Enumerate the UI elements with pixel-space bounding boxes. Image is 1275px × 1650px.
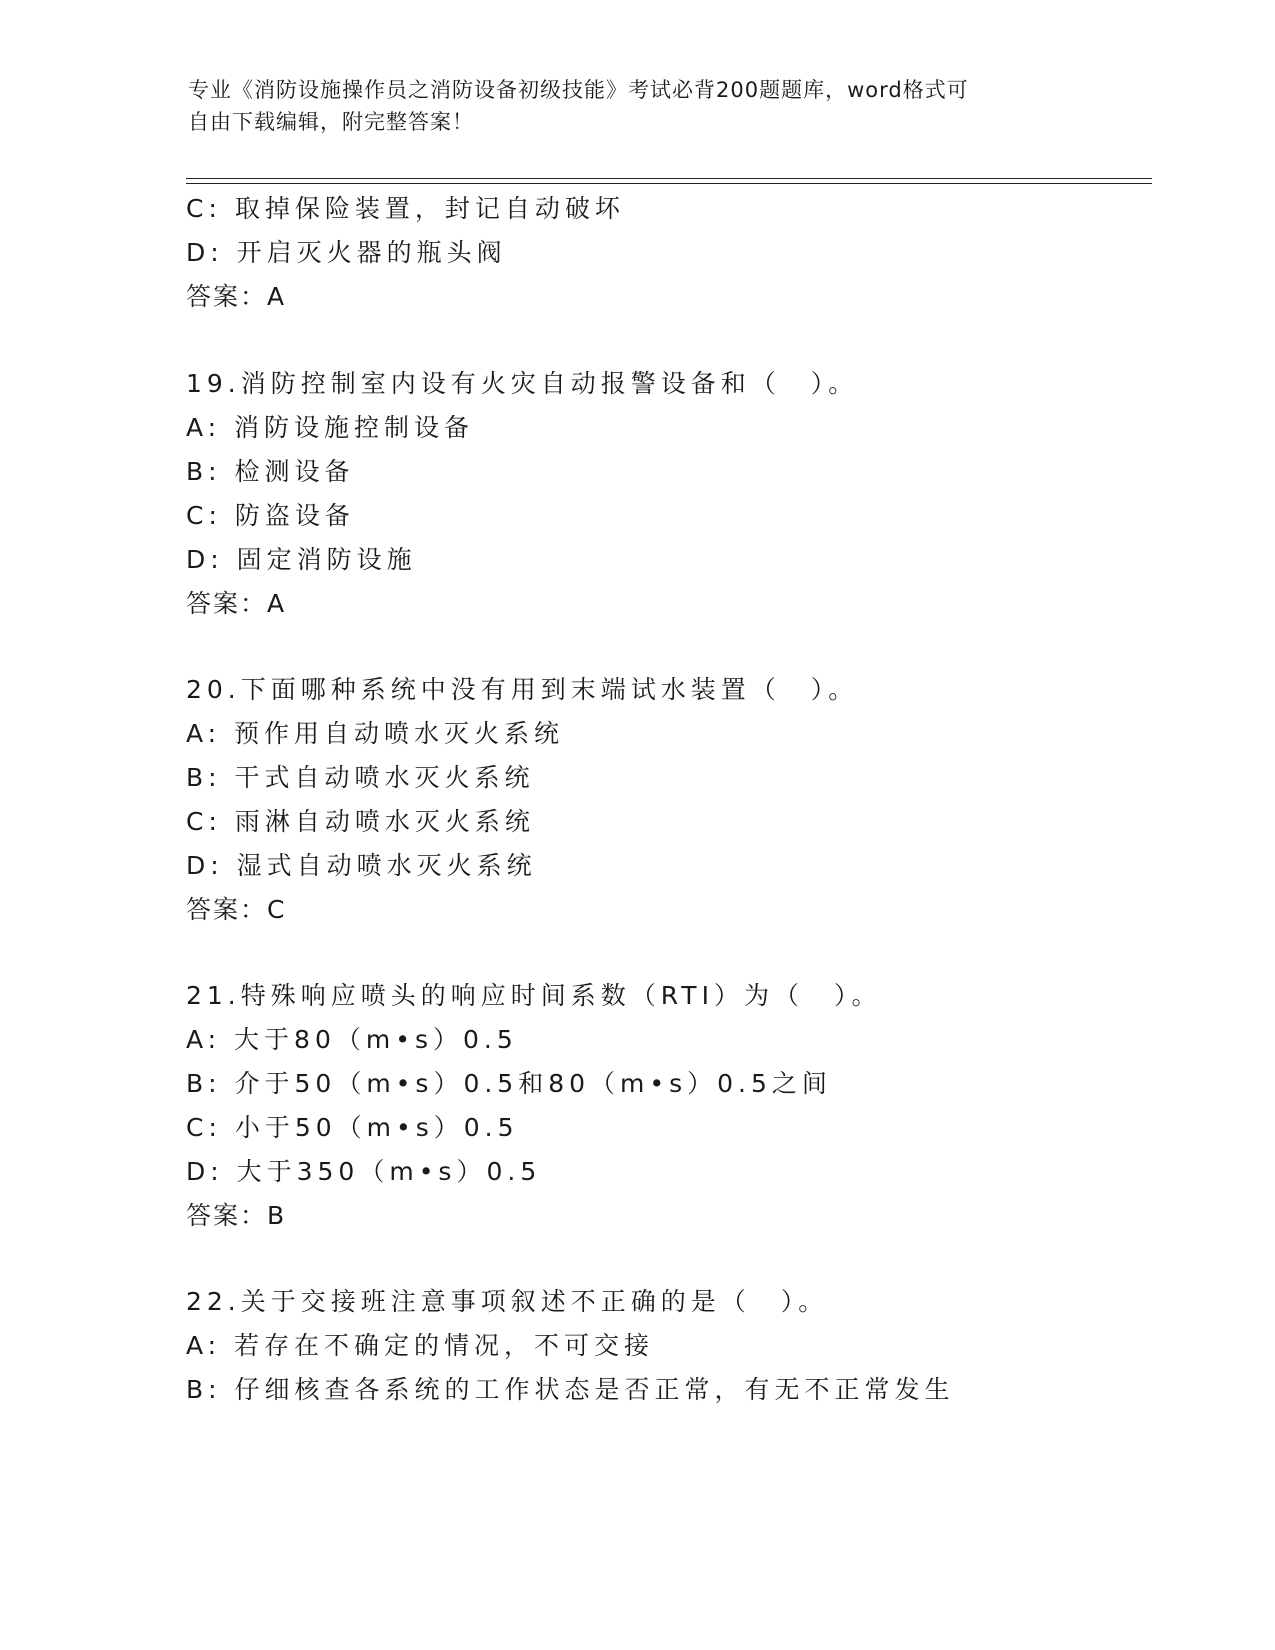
question-19-option-b: B: 检测设备	[186, 457, 355, 486]
question-22-option-b: B: 仔细核查各系统的工作状态是否正常，有无不正常发生	[186, 1375, 955, 1404]
question-21-option-a: A: 大于80（m•s）0.5	[186, 1025, 518, 1054]
question-19-answer: 答案：A	[186, 589, 287, 618]
document-header	[188, 74, 1088, 138]
header-rule-top	[186, 178, 1152, 179]
question-19-stem: 19.消防控制室内设有火灾自动报警设备和（ ）。	[186, 369, 859, 398]
question-22-option-a: A: 若存在不确定的情况，不可交接	[186, 1331, 655, 1360]
question-20-option-b: B: 干式自动喷水灭火系统	[186, 763, 535, 792]
question-21-option-b: B: 介于50（m•s）0.5和80（m•s）0.5之间	[186, 1069, 832, 1098]
question-21-answer: 答案：B	[186, 1201, 287, 1230]
prev-answer: 答案：A	[186, 282, 287, 311]
question-19-option-a: A: 消防设施控制设备	[186, 413, 475, 442]
header-rule-bottom	[186, 183, 1152, 184]
question-21-stem: 21.特殊响应喷头的响应时间系数（RTI）为（ ）。	[186, 981, 882, 1010]
question-19-option-c: C: 防盗设备	[186, 501, 355, 530]
header-line-2: 自由下载编辑，附完整答案！	[188, 110, 474, 134]
question-21-option-c: C: 小于50（m•s）0.5	[186, 1113, 519, 1142]
prev-option-c: C: 取掉保险装置，封记自动破坏	[186, 194, 625, 223]
question-20-answer: 答案：C	[186, 895, 287, 924]
prev-option-d: D: 开启灭火器的瓶头阀	[186, 238, 507, 267]
header-line-1: 专业《消防设施操作员之消防设备初级技能》考试必背200题题库，word格式可	[188, 78, 969, 102]
question-19-option-d: D: 固定消防设施	[186, 545, 417, 574]
question-22-stem: 22.关于交接班注意事项叙述不正确的是（ ）。	[186, 1287, 829, 1316]
question-20-option-d: D: 湿式自动喷水灭火系统	[186, 851, 537, 880]
question-21-option-d: D: 大于350（m•s）0.5	[186, 1157, 542, 1186]
question-20-option-c: C: 雨淋自动喷水灭火系统	[186, 807, 535, 836]
question-20-option-a: A: 预作用自动喷水灭火系统	[186, 719, 565, 748]
question-20-stem: 20.下面哪种系统中没有用到末端试水装置（ ）。	[186, 675, 859, 704]
